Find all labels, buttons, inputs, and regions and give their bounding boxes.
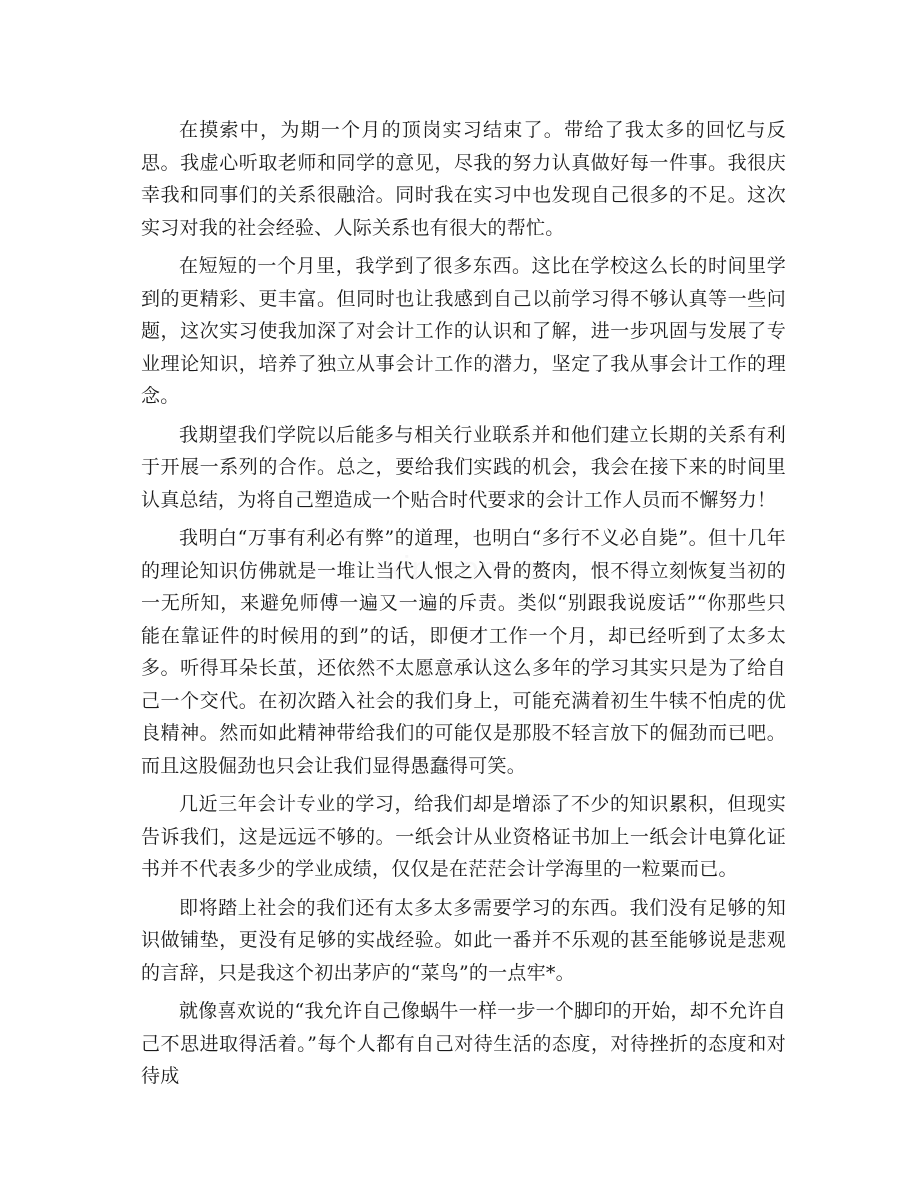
document-body [141, 114, 786, 1093]
paragraph-4: 我明白“万事有利必有弊”的道理，也明白“多行不义必自毙”。但十几年的理论知识仿佛就是一堆让当代人恨之入骨的赘肉，恨不得立刻恢复当初的一无所知，来避免师傅一遍又一遍的斥责。类似“别跟我说废话”“你那些只能在靠证件的时候用的到”的话，即便才工作一个月，却已经听到了太多太多。听得耳朵长茧，还依然不太愿意承认这么多年的学习其实只是为了给自己一个交代。在初次踏入社会的我们身上，可能充满着初生牛犊不怕虎的优良精神。然而如此精神带给我们的可能仅是那股不轻言放下的倔劲而已吧。而且这股倔劲也只会让我们显得愚蠢得可笑。 [141, 527, 786, 777]
paragraph-5: 几近三年会计专业的学习，给我们却是增添了不少的知识累积，但现实告诉我们，这是远远不够的。一纸会计从业资格证书加上一纸会计电算化证书并不代表多少的学业成绩，仅仅是在茫茫会计学海里的一粒粟而已。 [141, 793, 786, 880]
paragraph-6: 即将踏上社会的我们还有太多太多需要学习的东西。我们没有足够的知识做铺垫，更没有足够的实战经验。如此一番并不乐观的甚至能够说是悲观的言辞，只是我这个初出茅庐的“菜鸟”的一点牢*。 [141, 896, 786, 984]
paragraph-2: 在短短的一个月里，我学到了很多东西。这比在学校这么长的时间里学到的更精彩、更丰富。但同时也让我感到自己以前学习得不够认真等一些问题，这次实习使我加深了对会计工作的认识和了解，进一步巩固与发展了专业理论知识，培养了独立从事会计工作的潜力，坚定了我从事会计工作的理念。 [141, 255, 786, 407]
paragraph-1: 在摸索中，为期一个月的顶岗实习结束了。带给了我太多的回忆与反思。我虚心听取老师和同学的意见，尽我的努力认真做好每一件事。我很庆幸我和同事们的关系很融洽。同时我在实习中也发现自己很多的不足。这次实习对我的社会经验、人际关系也有很大的帮忙。 [141, 119, 786, 239]
paragraph-7: 就像喜欢说的“我允许自己像蜗牛一样一步一个脚印的开始，却不允许自己不思进取得活着。”每个人都有自己对待生活的态度，对待挫折的态度和对待成 [141, 1000, 786, 1087]
paragraph-3: 我期望我们学院以后能多与相关行业联系并和他们建立长期的关系有利于开展一系列的合作。总之，要给我们实践的机会，我会在接下来的时间里认真总结，为将自己塑造成一个贴合时代要求的会计工作人员而不懈努力！ [141, 423, 786, 511]
